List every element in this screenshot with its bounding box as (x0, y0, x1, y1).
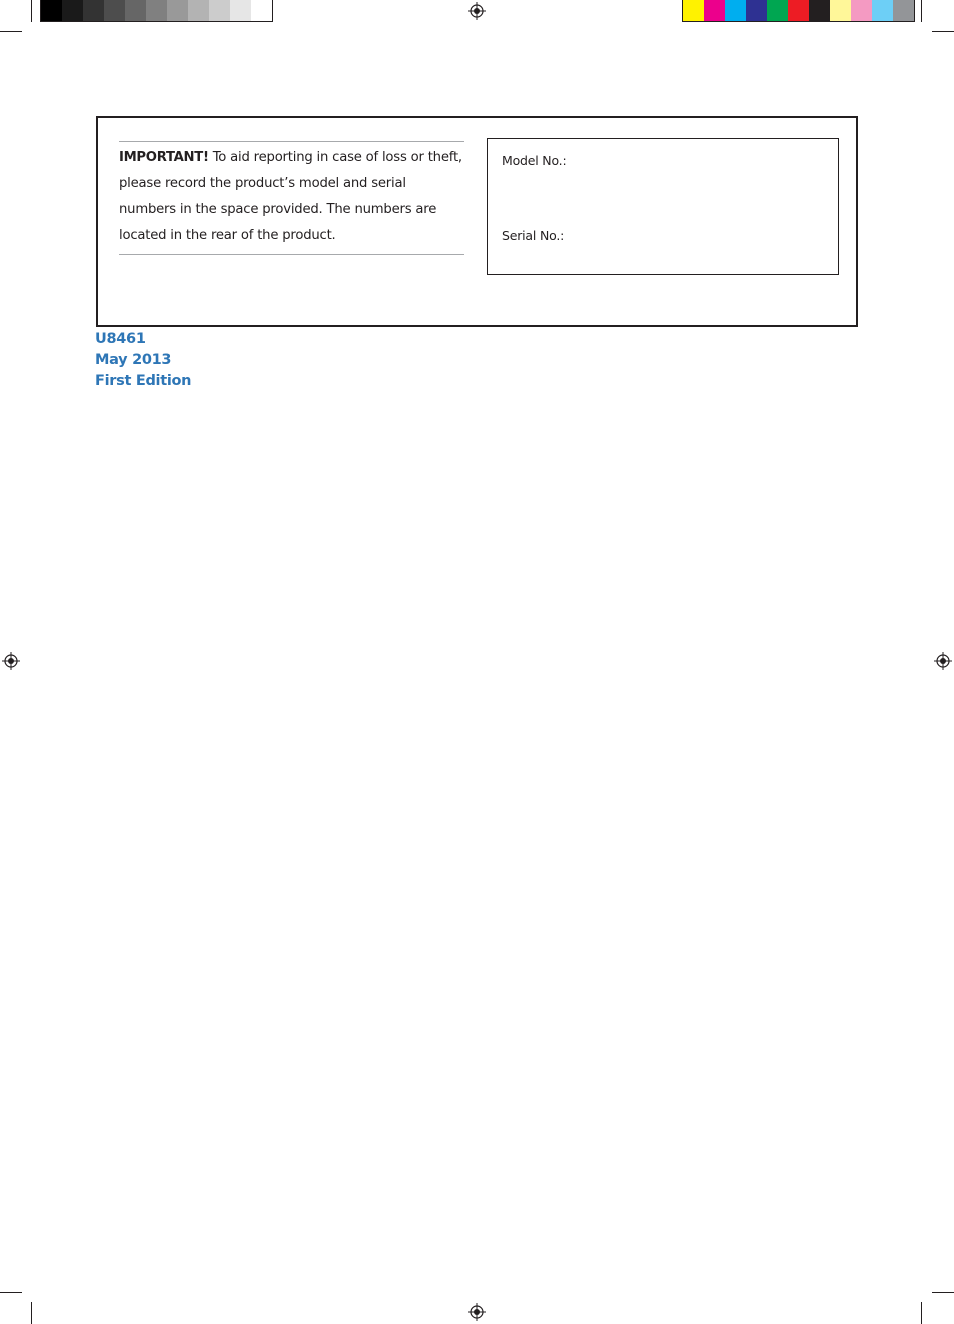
important-notice (119, 141, 464, 255)
edition-code: U8461 (95, 331, 146, 347)
color-swatch (146, 0, 167, 21)
color-swatch (788, 0, 809, 21)
important-emphasis: IMPORTANT! (119, 150, 209, 165)
grayscale-color-bar (40, 0, 273, 22)
crop-mark-bottom-right-h (932, 1292, 954, 1293)
crop-mark-top-left-v (31, 0, 32, 22)
crop-mark-bottom-left-v (31, 1302, 32, 1324)
edition-date: May 2013 (95, 352, 172, 368)
model-number-label: Model No.: (502, 153, 567, 168)
crop-mark-top-right-h (932, 31, 954, 32)
color-swatch (809, 0, 830, 21)
color-swatch (704, 0, 725, 21)
color-swatch (872, 0, 893, 21)
registration-mark-icon (468, 1303, 486, 1321)
color-swatch (167, 0, 188, 21)
color-swatch (41, 0, 62, 21)
color-swatch (893, 0, 914, 21)
crop-mark-top-right-v (921, 0, 922, 22)
color-swatch (230, 0, 251, 21)
color-swatch (62, 0, 83, 21)
serial-number-label: Serial No.: (502, 228, 565, 243)
important-body: To aid reporting in case of loss or theft, please record the product’s model and serial numbers in the space provided. The numbers are located in the rear of the product. (119, 150, 462, 243)
registration-mark-icon (2, 652, 20, 670)
color-swatch (767, 0, 788, 21)
color-swatch (104, 0, 125, 21)
edition-label: First Edition (95, 373, 192, 389)
color-swatch (683, 0, 704, 21)
registration-mark-icon (468, 2, 486, 20)
crop-mark-bottom-right-v (921, 1302, 922, 1324)
color-swatch (725, 0, 746, 21)
color-swatch (125, 0, 146, 21)
color-swatch (209, 0, 230, 21)
color-swatch (746, 0, 767, 21)
registration-mark-icon (934, 652, 952, 670)
model-serial-box (487, 138, 839, 275)
color-swatch (83, 0, 104, 21)
color-swatch (188, 0, 209, 21)
color-swatch (851, 0, 872, 21)
crop-mark-top-left-h (0, 31, 22, 32)
crop-mark-bottom-left-h (0, 1292, 22, 1293)
process-color-bar (682, 0, 915, 22)
color-swatch (830, 0, 851, 21)
color-swatch (251, 0, 272, 21)
